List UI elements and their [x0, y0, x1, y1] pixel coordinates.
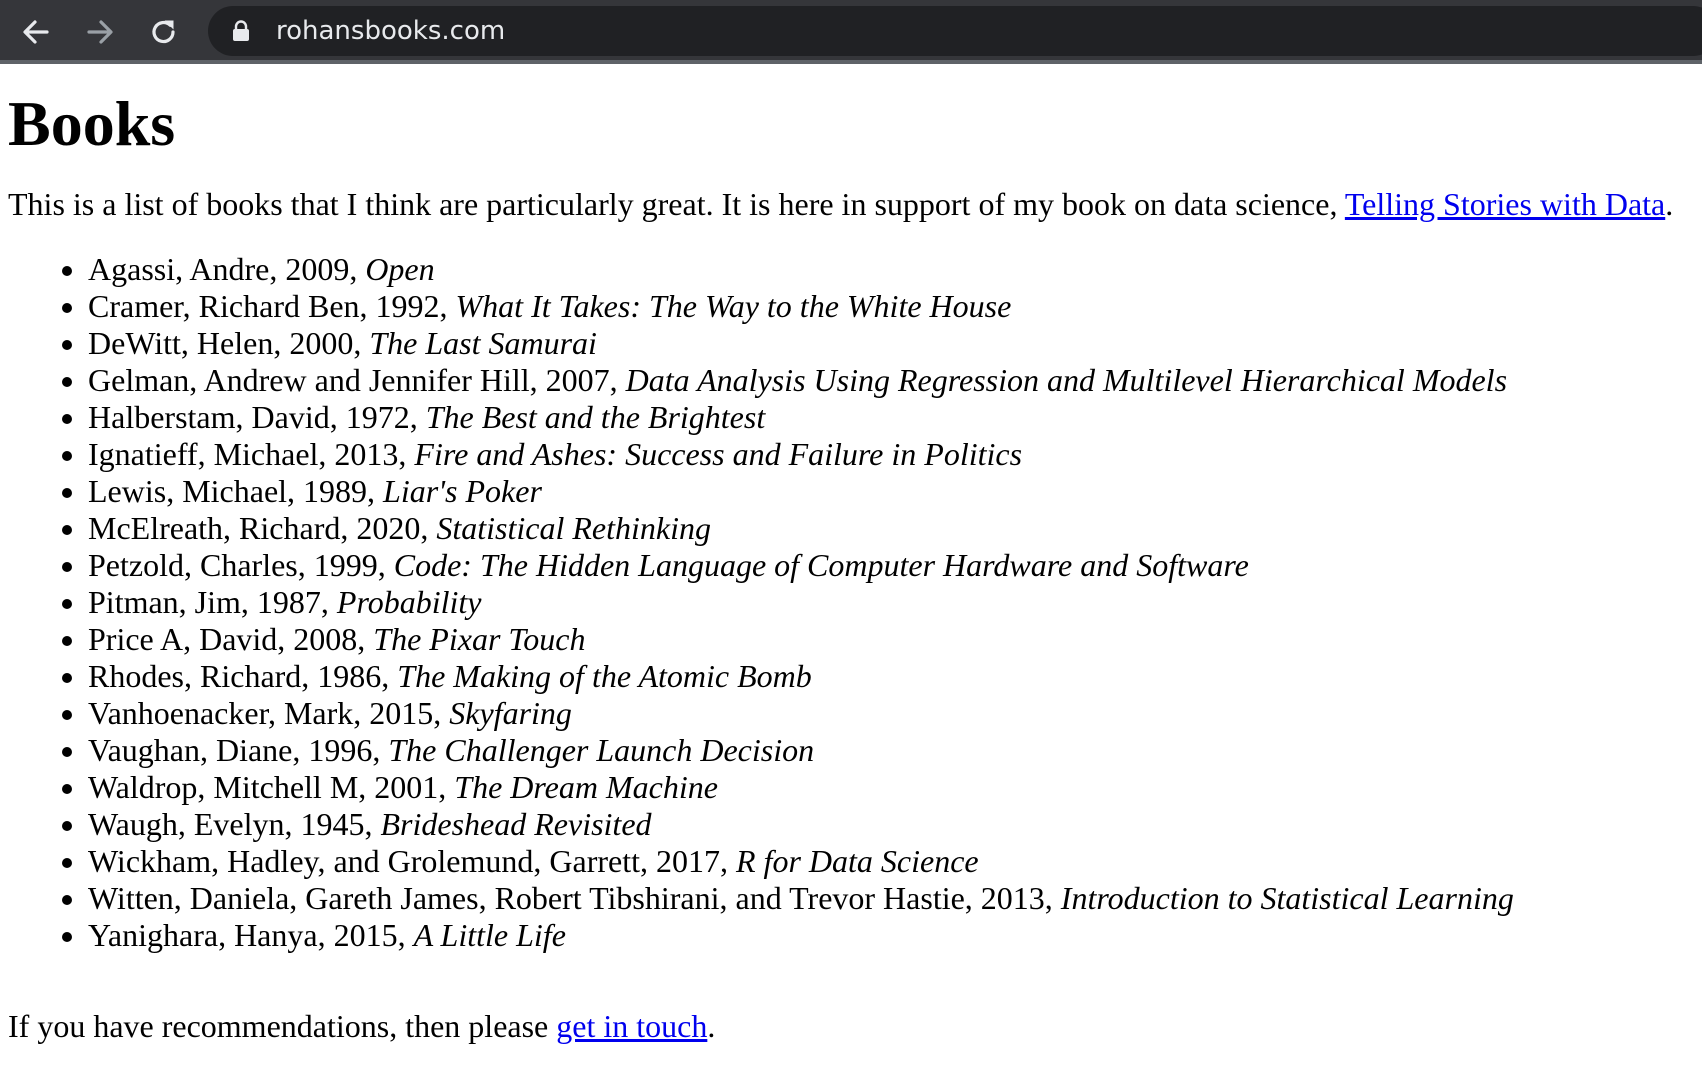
back-button[interactable]	[14, 10, 58, 54]
get-in-touch-link[interactable]: get in touch	[556, 1008, 708, 1044]
intro-text: This is a list of books that I think are particularly great. It is here in support of my book on data science,	[8, 186, 1345, 222]
arrow-left-icon	[20, 16, 52, 48]
book-title: The Dream Machine	[454, 769, 718, 805]
reload-icon	[148, 16, 180, 48]
book-citation: Rhodes, Richard, 1986,	[88, 658, 398, 694]
list-item	[88, 510, 1514, 547]
list-item	[88, 658, 1514, 695]
book-citation: Agassi, Andre, 2009,	[88, 251, 366, 287]
book-list	[0, 251, 1514, 954]
book-citation: Cramer, Richard Ben, 1992,	[88, 288, 456, 324]
book-citation: McElreath, Richard, 2020,	[88, 510, 437, 546]
book-title: A Little Life	[413, 917, 566, 953]
outro-end: .	[707, 1008, 716, 1044]
book-title: Open	[365, 251, 435, 287]
book-citation: Witten, Daniela, Gareth James, Robert Tibshirani, and Trevor Hastie, 2013,	[88, 880, 1061, 916]
book-citation: Vaughan, Diane, 1996,	[88, 732, 389, 768]
telling-stories-link[interactable]: Telling Stories with Data	[1344, 186, 1666, 222]
book-citation: Yanighara, Hanya, 2015,	[88, 917, 414, 953]
arrow-right-icon	[84, 16, 116, 48]
book-citation: Wickham, Hadley, and Grolemund, Garrett, 2017,	[88, 843, 736, 879]
book-title: The Pixar Touch	[373, 621, 586, 657]
outro-paragraph	[8, 1006, 715, 1046]
book-title: Statistical Rethinking	[436, 510, 711, 546]
book-title: Probability	[336, 584, 482, 620]
outro-text: If you have recommendations, then please	[8, 1008, 557, 1044]
book-citation: Pitman, Jim, 1987,	[88, 584, 337, 620]
list-item	[88, 547, 1514, 584]
forward-button[interactable]	[78, 10, 122, 54]
list-item	[88, 917, 1514, 954]
page-title: Books	[8, 88, 176, 159]
book-citation: Lewis, Michael, 1989,	[88, 473, 384, 509]
intro-end: .	[1665, 186, 1674, 222]
list-item	[88, 806, 1514, 843]
book-title: Skyfaring	[449, 695, 572, 731]
list-item	[88, 399, 1514, 436]
list-item	[88, 251, 1514, 288]
list-item	[88, 584, 1514, 621]
book-citation: Price A, David, 2008,	[88, 621, 374, 657]
book-title: Code: The Hidden Language of Computer Hardware and Software	[393, 547, 1249, 583]
book-title: Brideshead Revisited	[380, 806, 652, 842]
reload-button[interactable]	[142, 10, 186, 54]
list-item	[88, 473, 1514, 510]
book-citation: Waugh, Evelyn, 1945,	[88, 806, 381, 842]
list-item	[88, 880, 1514, 917]
book-title: What It Takes: The Way to the White House	[455, 288, 1012, 324]
intro-paragraph	[8, 184, 1673, 224]
browser-toolbar	[0, 0, 1702, 64]
book-title: Liar's Poker	[383, 473, 542, 509]
book-citation: Halberstam, David, 1972,	[88, 399, 426, 435]
address-bar[interactable]	[208, 6, 1702, 56]
book-title: The Best and the Brightest	[425, 399, 766, 435]
book-title: Fire and Ashes: Success and Failure in Politics	[414, 436, 1023, 472]
book-citation: Vanhoenacker, Mark, 2015,	[88, 695, 450, 731]
book-title: The Making of the Atomic Bomb	[397, 658, 812, 694]
book-title: Data Analysis Using Regression and Multilevel Hierarchical Models	[625, 362, 1508, 398]
list-item	[88, 288, 1514, 325]
book-citation: Petzold, Charles, 1999,	[88, 547, 394, 583]
book-citation: Waldrop, Mitchell M, 2001,	[88, 769, 455, 805]
list-item	[88, 695, 1514, 732]
book-title: The Last Samurai	[369, 325, 597, 361]
lock-icon	[232, 20, 250, 47]
book-title: The Challenger Launch Decision	[388, 732, 815, 768]
book-citation: DeWitt, Helen, 2000,	[88, 325, 370, 361]
list-item	[88, 769, 1514, 806]
book-citation: Ignatieff, Michael, 2013,	[88, 436, 415, 472]
book-citation: Gelman, Andrew and Jennifer Hill, 2007,	[88, 362, 626, 398]
book-title: Introduction to Statistical Learning	[1060, 880, 1514, 916]
list-item	[88, 732, 1514, 769]
list-item	[88, 325, 1514, 362]
list-item	[88, 621, 1514, 658]
list-item	[88, 362, 1514, 399]
url-text: rohansbooks.com	[276, 16, 506, 46]
book-title: R for Data Science	[736, 843, 979, 879]
list-item	[88, 843, 1514, 880]
list-item	[88, 436, 1514, 473]
